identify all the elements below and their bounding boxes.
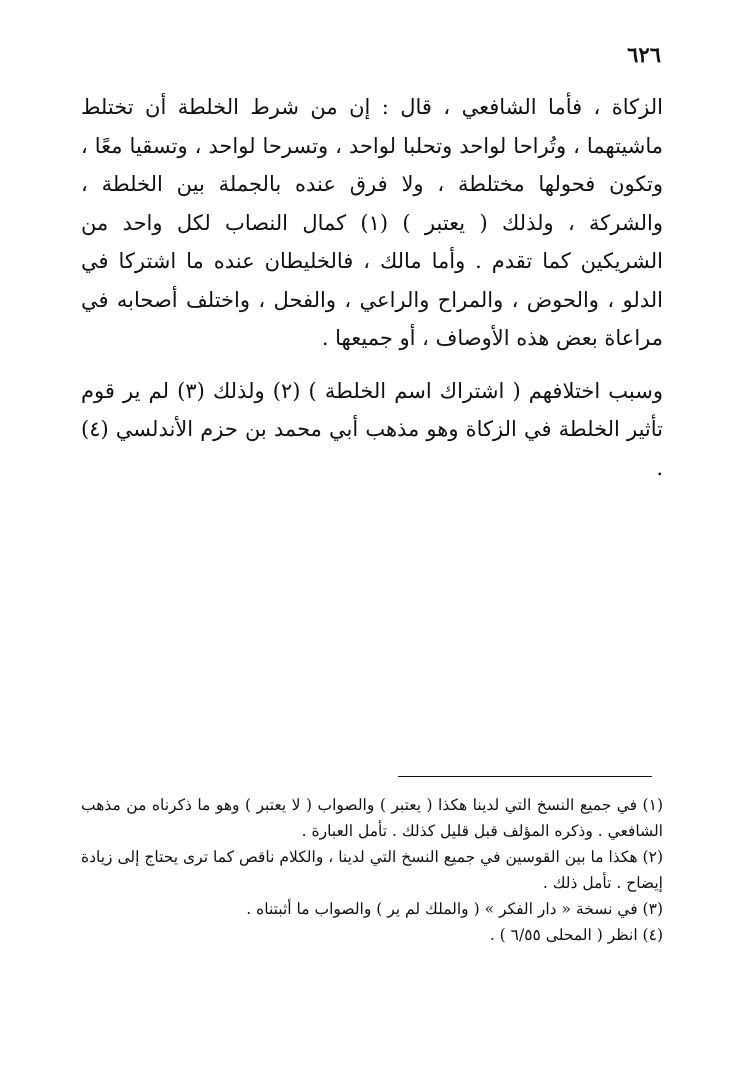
main-text bbox=[81, 88, 663, 487]
footnotes bbox=[81, 792, 663, 948]
footnote: (٤) انظر ( المحلى ٦/٥٥ ) . bbox=[489, 926, 663, 944]
footnote: (٣) في نسخة « دار الفكر » ( والملك لم ير ) والصواب ما أثبتناه . bbox=[246, 900, 663, 918]
page-number: ٦٢٦ bbox=[627, 42, 661, 67]
footnote: (٢) هكذا ما بين القوسين في جميع النسخ التي لدينا ، والكلام ناقص كما ترى يحتاج إلى زيادة إيضاح . تأمل ذلك . bbox=[81, 848, 663, 892]
footnote-divider bbox=[398, 776, 652, 777]
paragraph: وسبب اختلافهم ( اشتراك اسم الخلطة ) (٢) ولذلك (٣) لم ير قوم تأثير الخلطة في الزكاة وهو مذهب أبي محمد بن حزم الأندلسي (٤) . bbox=[81, 378, 663, 480]
paragraph: الزكاة ، فأما الشافعي ، قال : إن من شرط الخلطة أن تختلط ماشيتهما ، وتُراحا لواحد وتحلبا لواحد ، وتسرحا لواحد ، وتسقيا معًا ، وتكون فحولها مختلطة ، ولا فرق عنده بالجملة بين الخلطة ، والشركة ، ولذلك ( يعتبر ) (١) كمال النصاب لكل واحد من الشريكين كما تقدم . وأما مالك ، فالخليطان عنده ما اشتركا في الدلو ، والحوض ، والمراح والراعي ، والفحل ، واختلف أصحابه في مراعاة بعض هذه الأوصاف ، أو جميعها . bbox=[81, 95, 663, 350]
footnote: (١) في جميع النسخ التي لدينا هكذا ( يعتبر ) والصواب ( لا يعتبر ) وهو ما ذكرناه من مذهب الشافعي . وذكره المؤلف قبل قليل كذلك . تأمل العبارة . bbox=[81, 796, 663, 840]
